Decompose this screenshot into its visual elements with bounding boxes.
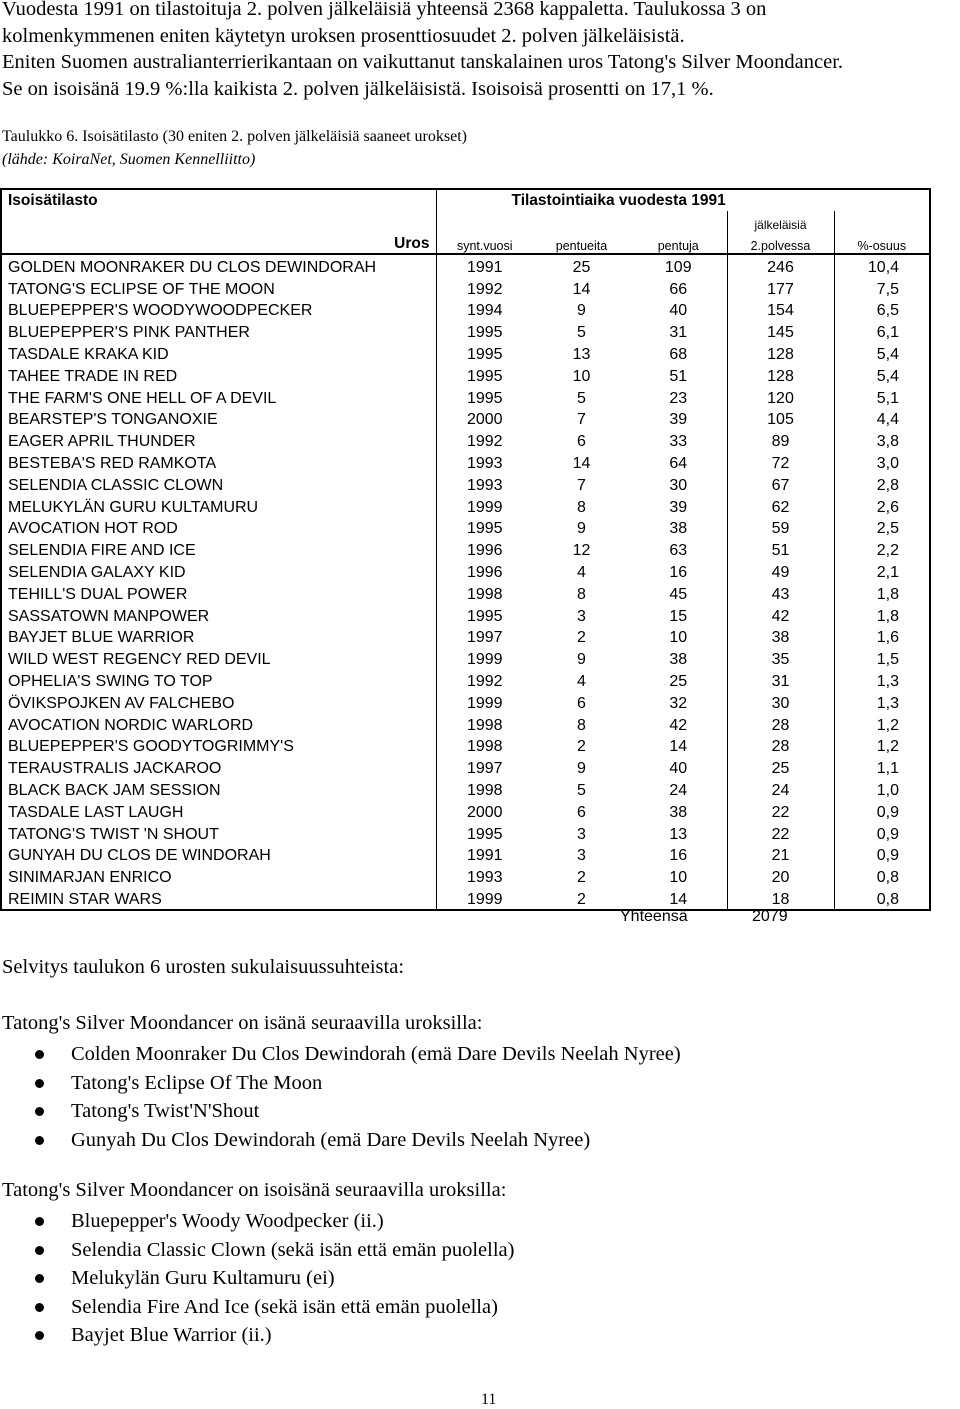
row-year: 1997 xyxy=(436,756,533,778)
table-row xyxy=(1,277,930,299)
row-pups: 31 xyxy=(669,324,688,342)
row-gen2: 128 xyxy=(727,364,834,386)
row-pct: 6,5 xyxy=(834,299,930,321)
row-litters: 2 xyxy=(577,629,586,647)
table-row xyxy=(1,451,930,473)
row-gen2: 28 xyxy=(727,713,834,735)
table-total xyxy=(0,908,929,930)
bullet-icon xyxy=(35,1136,44,1145)
row-year: 1991 xyxy=(436,254,533,277)
row-name: TATONG'S ECLIPSE OF THE MOON xyxy=(1,277,436,299)
row-pups: 30 xyxy=(669,476,688,494)
row-name: BEARSTEP'S TONGANOXIE xyxy=(1,408,436,430)
table-row xyxy=(1,713,930,735)
row-name: BAYJET BLUE WARRIOR xyxy=(1,626,436,648)
grandsire-item xyxy=(2,1321,514,1350)
row-gen2: 145 xyxy=(727,320,834,342)
row-year: 1999 xyxy=(436,691,533,713)
row-year: 2000 xyxy=(436,408,533,430)
table-row xyxy=(1,299,930,321)
sire-item xyxy=(2,1097,681,1126)
sire-item-text: Gunyah Du Clos Dewindorah (emä Dare Devils Neelah Nyree) xyxy=(71,1128,591,1151)
intro-line: Se on isoisänä 19.9 %:lla kaikista 2. polven jälkeläisistä. Isoisoisä prosentti on 17,1 %. xyxy=(2,77,714,100)
row-name: AVOCATION HOT ROD xyxy=(1,517,436,539)
grandsire-group xyxy=(2,1177,514,1350)
row-gen2: 25 xyxy=(727,756,834,778)
table-row xyxy=(1,778,930,800)
row-name: ÖVIKSPOJKEN AV FALCHEBO xyxy=(1,691,436,713)
row-pups: 32 xyxy=(669,694,688,712)
row-name: WILD WEST REGENCY RED DEVIL xyxy=(1,647,436,669)
row-pct: 1,5 xyxy=(834,647,930,669)
sire-item xyxy=(2,1040,681,1069)
table-period: Tilastointiaika vuodesta 1991 xyxy=(436,189,930,211)
row-pups: 16 xyxy=(669,563,688,581)
page-number: 11 xyxy=(481,1391,497,1408)
intro-line: kolmenkymmenen eniten käytetyn uroksen prosenttiosuudet 2. polven jälkeläisistä. xyxy=(2,24,685,47)
table-row xyxy=(1,887,930,910)
bullet-icon xyxy=(35,1303,44,1312)
row-year: 1998 xyxy=(436,735,533,757)
relations-heading: Selvitys taulukon 6 urosten sukulaisuussuhteista: xyxy=(2,956,405,978)
row-year: 1993 xyxy=(436,451,533,473)
bullet-icon xyxy=(35,1274,44,1283)
header-year: synt.vuosi xyxy=(436,232,533,254)
row-name: TERAUSTRALIS JACKAROO xyxy=(1,756,436,778)
row-name: EAGER APRIL THUNDER xyxy=(1,429,436,451)
row-year: 1994 xyxy=(436,299,533,321)
row-pups: 66 xyxy=(669,280,688,298)
row-gen2: 51 xyxy=(727,538,834,560)
row-gen2: 24 xyxy=(727,778,834,800)
row-gen2: 30 xyxy=(727,691,834,713)
row-pups: 109 xyxy=(664,258,692,276)
row-pups: 24 xyxy=(669,781,688,799)
row-name: SASSATOWN MANPOWER xyxy=(1,604,436,626)
sire-item-text: Colden Moonraker Du Clos Dewindorah (emä Dare Devils Neelah Nyree) xyxy=(71,1043,681,1065)
row-gen2: 177 xyxy=(727,277,834,299)
row-pct: 1,2 xyxy=(834,735,930,757)
row-year: 1998 xyxy=(436,778,533,800)
row-name: TASDALE KRAKA KID xyxy=(1,342,436,364)
row-name: TATONG'S TWIST 'N SHOUT xyxy=(1,822,436,844)
row-litters: 9 xyxy=(577,651,586,669)
row-pct: 3,8 xyxy=(834,429,930,451)
table-source: (lähde: KoiraNet, Suomen Kennelliitto) xyxy=(2,151,256,168)
row-year: 1993 xyxy=(436,865,533,887)
row-pct: 5,1 xyxy=(834,386,930,408)
row-gen2: 246 xyxy=(727,254,834,277)
table-row xyxy=(1,320,930,342)
row-gen2: 18 xyxy=(727,887,834,910)
row-name: TEHILL'S DUAL POWER xyxy=(1,582,436,604)
row-gen2: 154 xyxy=(727,299,834,321)
row-year: 1995 xyxy=(436,342,533,364)
row-pups: 40 xyxy=(669,760,688,778)
intro-paragraph xyxy=(2,0,952,102)
row-gen2: 105 xyxy=(727,408,834,430)
row-pups: 15 xyxy=(669,607,688,625)
table-row xyxy=(1,408,930,430)
row-litters: 9 xyxy=(577,760,586,778)
row-gen2: 22 xyxy=(727,822,834,844)
row-pct: 0,9 xyxy=(834,822,930,844)
row-name: SELENDIA GALAXY KID xyxy=(1,560,436,582)
row-pct: 1,3 xyxy=(834,669,930,691)
grandsire-item xyxy=(2,1293,514,1322)
grandsire-item xyxy=(2,1236,514,1265)
row-pups: 39 xyxy=(669,411,688,429)
table-row xyxy=(1,626,930,648)
table-row xyxy=(1,538,930,560)
row-year: 1995 xyxy=(436,320,533,342)
grandsire-item-text: Selendia Fire And Ice (sekä isän että emän puolella) xyxy=(71,1295,498,1318)
row-year: 1992 xyxy=(436,669,533,691)
row-year: 1998 xyxy=(436,713,533,735)
row-litters: 5 xyxy=(577,389,586,407)
row-gen2: 72 xyxy=(727,451,834,473)
table-row xyxy=(1,669,930,691)
header-2pol: 2.polvessa xyxy=(727,232,834,254)
row-year: 1992 xyxy=(436,277,533,299)
table-row xyxy=(1,822,930,844)
row-name: OPHELIA'S SWING TO TOP xyxy=(1,669,436,691)
table-row xyxy=(1,844,930,866)
row-pct: 2,5 xyxy=(834,517,930,539)
row-pct: 1,2 xyxy=(834,713,930,735)
table-row xyxy=(1,560,930,582)
row-litters: 2 xyxy=(533,887,630,910)
row-name: BLUEPEPPER'S WOODYWOODPECKER xyxy=(1,299,436,321)
row-pct: 2,2 xyxy=(834,538,930,560)
row-litters: 12 xyxy=(572,542,591,560)
row-year: 1991 xyxy=(436,844,533,866)
row-pups: 38 xyxy=(669,803,688,821)
row-pct: 0,8 xyxy=(834,865,930,887)
sire-group xyxy=(2,1010,681,1154)
row-pups: 13 xyxy=(669,825,688,843)
row-litters: 6 xyxy=(577,694,586,712)
row-year: 1996 xyxy=(436,538,533,560)
row-litters: 7 xyxy=(577,476,586,494)
row-year: 1998 xyxy=(436,582,533,604)
grandsire-item-text: Selendia Classic Clown (sekä isän että emän puolella) xyxy=(71,1238,515,1261)
table-row xyxy=(1,386,930,408)
row-pups: 63 xyxy=(669,542,688,560)
table-row xyxy=(1,647,930,669)
row-gen2: 21 xyxy=(727,844,834,866)
row-year: 1996 xyxy=(436,560,533,582)
table-row xyxy=(1,735,930,757)
row-pct: 3,0 xyxy=(834,451,930,473)
row-litters: 14 xyxy=(572,280,591,298)
header-pups: pentuja xyxy=(630,232,727,254)
bullet-icon xyxy=(35,1246,44,1255)
stats-table-container xyxy=(0,188,929,911)
sire-item-text: Tatong's Eclipse Of The Moon xyxy=(71,1071,323,1094)
row-litters: 5 xyxy=(577,324,586,342)
row-gen2: 128 xyxy=(727,342,834,364)
row-year: 1995 xyxy=(436,364,533,386)
row-pups: 25 xyxy=(669,672,688,690)
header-name: Uros xyxy=(1,232,436,254)
row-name: AVOCATION NORDIC WARLORD xyxy=(1,713,436,735)
row-pct: 1,8 xyxy=(834,604,930,626)
table-title: Isoisätilasto xyxy=(1,189,436,211)
header-litters: pentueita xyxy=(533,232,630,254)
table-row xyxy=(1,582,930,604)
sire-item xyxy=(2,1069,681,1098)
row-pct: 6,1 xyxy=(834,320,930,342)
row-litters: 3 xyxy=(577,825,586,843)
row-pups: 10 xyxy=(669,869,688,887)
row-name: TASDALE LAST LAUGH xyxy=(1,800,436,822)
row-year: 1997 xyxy=(436,626,533,648)
grandsire-list xyxy=(2,1207,514,1350)
row-pct: 1,3 xyxy=(834,691,930,713)
row-pct: 5,4 xyxy=(834,364,930,386)
grandsire-item-text: Bayjet Blue Warrior (ii.) xyxy=(71,1324,272,1347)
header-2pol-top: jälkeläisiä xyxy=(727,211,834,232)
table-caption: Taulukko 6. Isoisätilasto (30 eniten 2. polven jälkeläisiä saaneet urokset) xyxy=(2,128,467,145)
row-pups: 16 xyxy=(669,847,688,865)
row-year: 2000 xyxy=(436,800,533,822)
row-litters: 7 xyxy=(577,411,586,429)
row-name: REIMIN STAR WARS xyxy=(1,887,436,910)
row-litters: 25 xyxy=(572,258,591,276)
row-gen2: 22 xyxy=(727,800,834,822)
row-year: 1992 xyxy=(436,429,533,451)
row-litters: 3 xyxy=(577,607,586,625)
row-name: SINIMARJAN ENRICO xyxy=(1,865,436,887)
row-pct: 1,1 xyxy=(834,756,930,778)
table-row xyxy=(1,364,930,386)
row-gen2: 35 xyxy=(727,647,834,669)
row-pups: 33 xyxy=(669,433,688,451)
table-row xyxy=(1,756,930,778)
row-gen2: 43 xyxy=(727,582,834,604)
table-row xyxy=(1,254,930,277)
row-year: 1995 xyxy=(436,604,533,626)
intro-line: Vuodesta 1991 on tilastoituja 2. polven jälkeläisiä yhteensä 2368 kappaletta. Taulukossa 3 on xyxy=(2,0,767,20)
grandsire-group-heading: Tatong's Silver Moondancer on isoisänä seuraavilla uroksilla: xyxy=(2,1179,507,1201)
row-year: 1993 xyxy=(436,473,533,495)
row-pups: 38 xyxy=(669,520,688,538)
row-name: BLACK BACK JAM SESSION xyxy=(1,778,436,800)
row-year: 1995 xyxy=(436,822,533,844)
row-pups: 14 xyxy=(630,887,727,910)
row-pct: 0,8 xyxy=(834,887,930,910)
row-pct: 1,8 xyxy=(834,582,930,604)
table-body xyxy=(1,254,930,910)
row-pups: 64 xyxy=(669,454,688,472)
row-litters: 5 xyxy=(577,781,586,799)
row-year: 1999 xyxy=(436,495,533,517)
grandsire-item xyxy=(2,1207,514,1236)
table-row xyxy=(1,429,930,451)
grandsire-item xyxy=(2,1264,514,1293)
row-litters: 13 xyxy=(572,345,591,363)
total-label: Yhteensä xyxy=(620,908,688,925)
bullet-icon xyxy=(35,1217,44,1226)
sire-item xyxy=(2,1126,681,1155)
row-pups: 45 xyxy=(669,585,688,603)
sire-list xyxy=(2,1040,681,1154)
row-litters: 3 xyxy=(577,847,586,865)
header-pct: %-osuus xyxy=(834,232,930,254)
row-name: SELENDIA CLASSIC CLOWN xyxy=(1,473,436,495)
row-pct: 10,4 xyxy=(834,254,930,277)
row-name: TAHEE TRADE IN RED xyxy=(1,364,436,386)
row-gen2: 120 xyxy=(727,386,834,408)
table-row xyxy=(1,473,930,495)
grandsire-item-text: Melukylän Guru Kultamuru (ei) xyxy=(71,1267,335,1290)
bullet-icon xyxy=(35,1107,44,1116)
row-gen2: 49 xyxy=(727,560,834,582)
row-gen2: 59 xyxy=(727,517,834,539)
row-pups: 14 xyxy=(669,738,688,756)
row-pups: 51 xyxy=(669,367,688,385)
table-row xyxy=(1,800,930,822)
row-year: 1995 xyxy=(436,517,533,539)
row-gen2: 89 xyxy=(727,429,834,451)
bullet-icon xyxy=(35,1079,44,1088)
row-pups: 10 xyxy=(669,629,688,647)
table-row xyxy=(1,495,930,517)
table-row xyxy=(1,604,930,626)
row-gen2: 31 xyxy=(727,669,834,691)
row-name: BLUEPEPPER'S PINK PANTHER xyxy=(1,320,436,342)
row-pct: 5,4 xyxy=(834,342,930,364)
row-pct: 7,5 xyxy=(834,277,930,299)
row-pct: 4,4 xyxy=(834,408,930,430)
table-row xyxy=(1,691,930,713)
row-name: BESTEBA'S RED RAMKOTA xyxy=(1,451,436,473)
row-pups: 42 xyxy=(669,716,688,734)
row-litters: 9 xyxy=(577,520,586,538)
row-litters: 2 xyxy=(577,738,586,756)
row-gen2: 28 xyxy=(727,735,834,757)
sire-group-heading: Tatong's Silver Moondancer on isänä seuraavilla uroksilla: xyxy=(2,1012,483,1034)
row-name: THE FARM'S ONE HELL OF A DEVIL xyxy=(1,386,436,408)
row-gen2: 62 xyxy=(727,495,834,517)
row-pct: 2,6 xyxy=(834,495,930,517)
row-name: GOLDEN MOONRAKER DU CLOS DEWINDORAH xyxy=(1,254,436,277)
row-litters: 6 xyxy=(577,433,586,451)
row-gen2: 67 xyxy=(727,473,834,495)
row-litters: 2 xyxy=(577,869,586,887)
grandsire-item-text: Bluepepper's Woody Woodpecker (ii.) xyxy=(71,1210,384,1232)
row-year: 1999 xyxy=(436,887,533,910)
row-name: BLUEPEPPER'S GOODYTOGRIMMY'S xyxy=(1,735,436,757)
row-year: 1999 xyxy=(436,647,533,669)
row-litters: 8 xyxy=(577,585,586,603)
row-pct: 2,8 xyxy=(834,473,930,495)
row-pups: 38 xyxy=(669,651,688,669)
row-pups: 68 xyxy=(669,345,688,363)
stats-table xyxy=(0,188,931,911)
row-litters: 14 xyxy=(572,454,591,472)
row-gen2: 20 xyxy=(727,865,834,887)
row-pups: 23 xyxy=(669,389,688,407)
row-pct: 1,6 xyxy=(834,626,930,648)
row-pct: 0,9 xyxy=(834,800,930,822)
row-pups: 39 xyxy=(669,498,688,516)
row-name: SELENDIA FIRE AND ICE xyxy=(1,538,436,560)
row-pct: 0,9 xyxy=(834,844,930,866)
row-litters: 6 xyxy=(577,803,586,821)
row-litters: 8 xyxy=(577,716,586,734)
row-gen2: 38 xyxy=(727,626,834,648)
row-litters: 4 xyxy=(577,672,586,690)
row-year: 1995 xyxy=(436,386,533,408)
row-gen2: 42 xyxy=(727,604,834,626)
row-litters: 9 xyxy=(577,302,586,320)
sire-item-text: Tatong's Twist'N'Shout xyxy=(71,1100,260,1123)
total-value: 2079 xyxy=(752,908,788,925)
bullet-icon xyxy=(35,1050,44,1059)
table-row xyxy=(1,865,930,887)
row-name: MELUKYLÄN GURU KULTAMURU xyxy=(1,495,436,517)
row-litters: 4 xyxy=(577,563,586,581)
row-litters: 10 xyxy=(572,367,591,385)
row-pct: 2,1 xyxy=(834,560,930,582)
row-name: GUNYAH DU CLOS DE WINDORAH xyxy=(1,844,436,866)
row-pct: 1,0 xyxy=(834,778,930,800)
row-litters: 8 xyxy=(577,498,586,516)
bullet-icon xyxy=(35,1331,44,1340)
table-row xyxy=(1,517,930,539)
intro-line: Eniten Suomen australianterrierikantaan on vaikuttanut tanskalainen uros Tatong's Silver Moondancer. xyxy=(2,51,844,74)
table-row xyxy=(1,342,930,364)
row-pups: 40 xyxy=(669,302,688,320)
